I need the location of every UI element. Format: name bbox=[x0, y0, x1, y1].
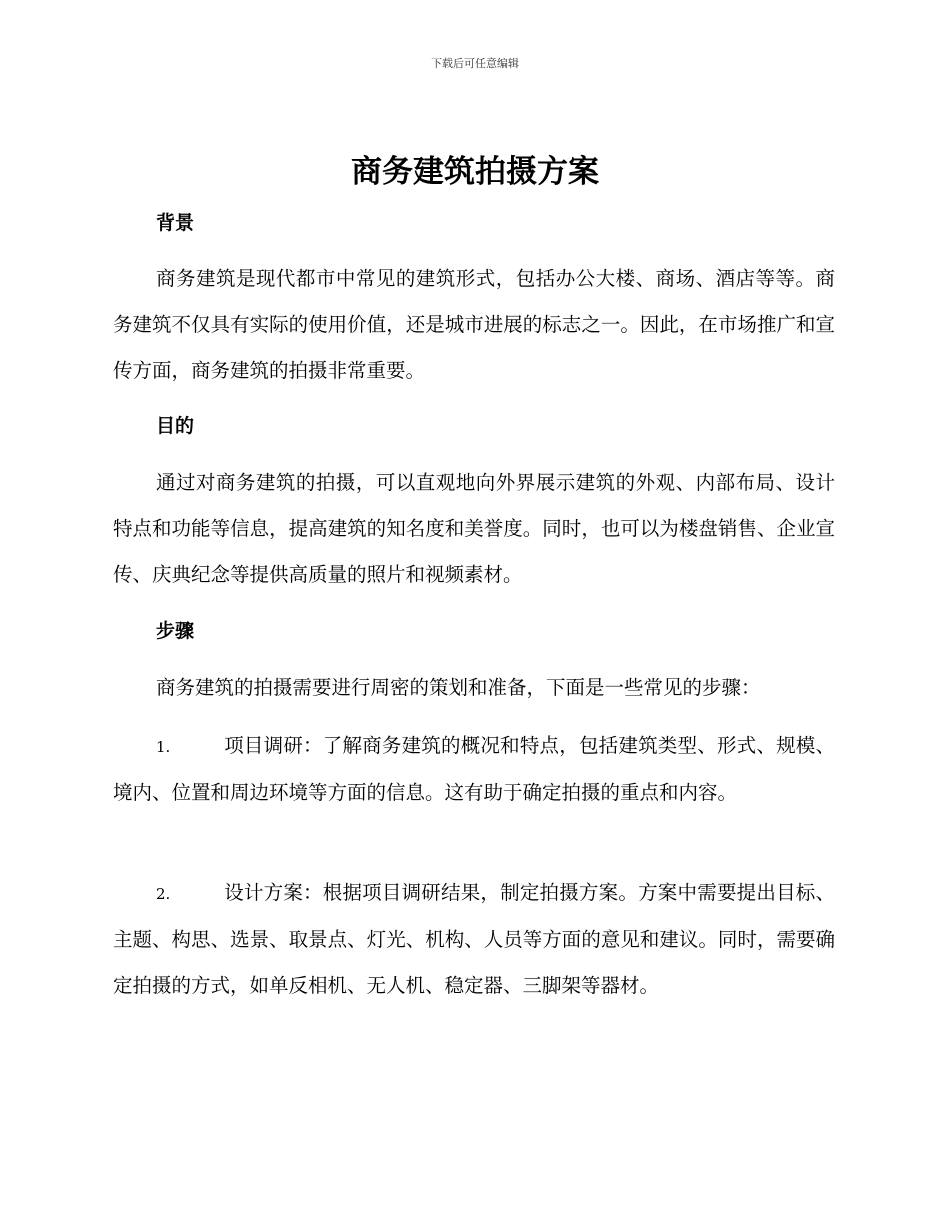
section-heading-steps: 步骤 bbox=[156, 620, 195, 642]
paragraph-purpose: 通过对商务建筑的拍摄，可以直观地向外界展示建筑的外观、内部布局、设计特点和功能等信息，提高建筑的知名度和美誉度。同时，也可以为楼盘销售、企业宣传、庆典纪念等提供高质量的照片和视频素材。 bbox=[113, 471, 835, 586]
header-note: 下载后可任意编辑 bbox=[431, 57, 519, 70]
paragraph-steps-intro: 商务建筑的拍摄需要进行周密的策划和准备，下面是一些常见的步骤： bbox=[156, 676, 761, 699]
section-heading-purpose: 目的 bbox=[156, 415, 195, 437]
list-item bbox=[113, 723, 835, 816]
paragraph-background: 商务建筑是现代都市中常见的建筑形式，包括办公大楼、商场、酒店等等。商务建筑不仅具有实际的使用价值，还是城市进展的标志之一。因此，在市场推广和宣传方面，商务建筑的拍摄非常重要。 bbox=[113, 267, 835, 382]
document-title: 商务建筑拍摄方案 bbox=[351, 154, 599, 190]
list-item-text: 设计方案：根据项目调研结果，制定拍摄方案。方案中需要提出目标、主题、构思、选景、取景点、灯光、机构、人员等方面的意见和建议。同时，需要确定拍摄的方式，如单反相机、无人机、稳定器、三脚架等器材。 bbox=[113, 881, 835, 997]
section-heading-background: 背景 bbox=[156, 212, 195, 234]
list-item bbox=[113, 870, 835, 1009]
list-item-number: 1. bbox=[156, 738, 171, 756]
list-item-text: 项目调研：了解商务建筑的概况和特点，包括建筑类型、形式、规模、境内、位置和周边环境等方面的信息。这有助于确定拍摄的重点和内容。 bbox=[113, 734, 835, 804]
list-item-number: 2. bbox=[156, 885, 171, 903]
